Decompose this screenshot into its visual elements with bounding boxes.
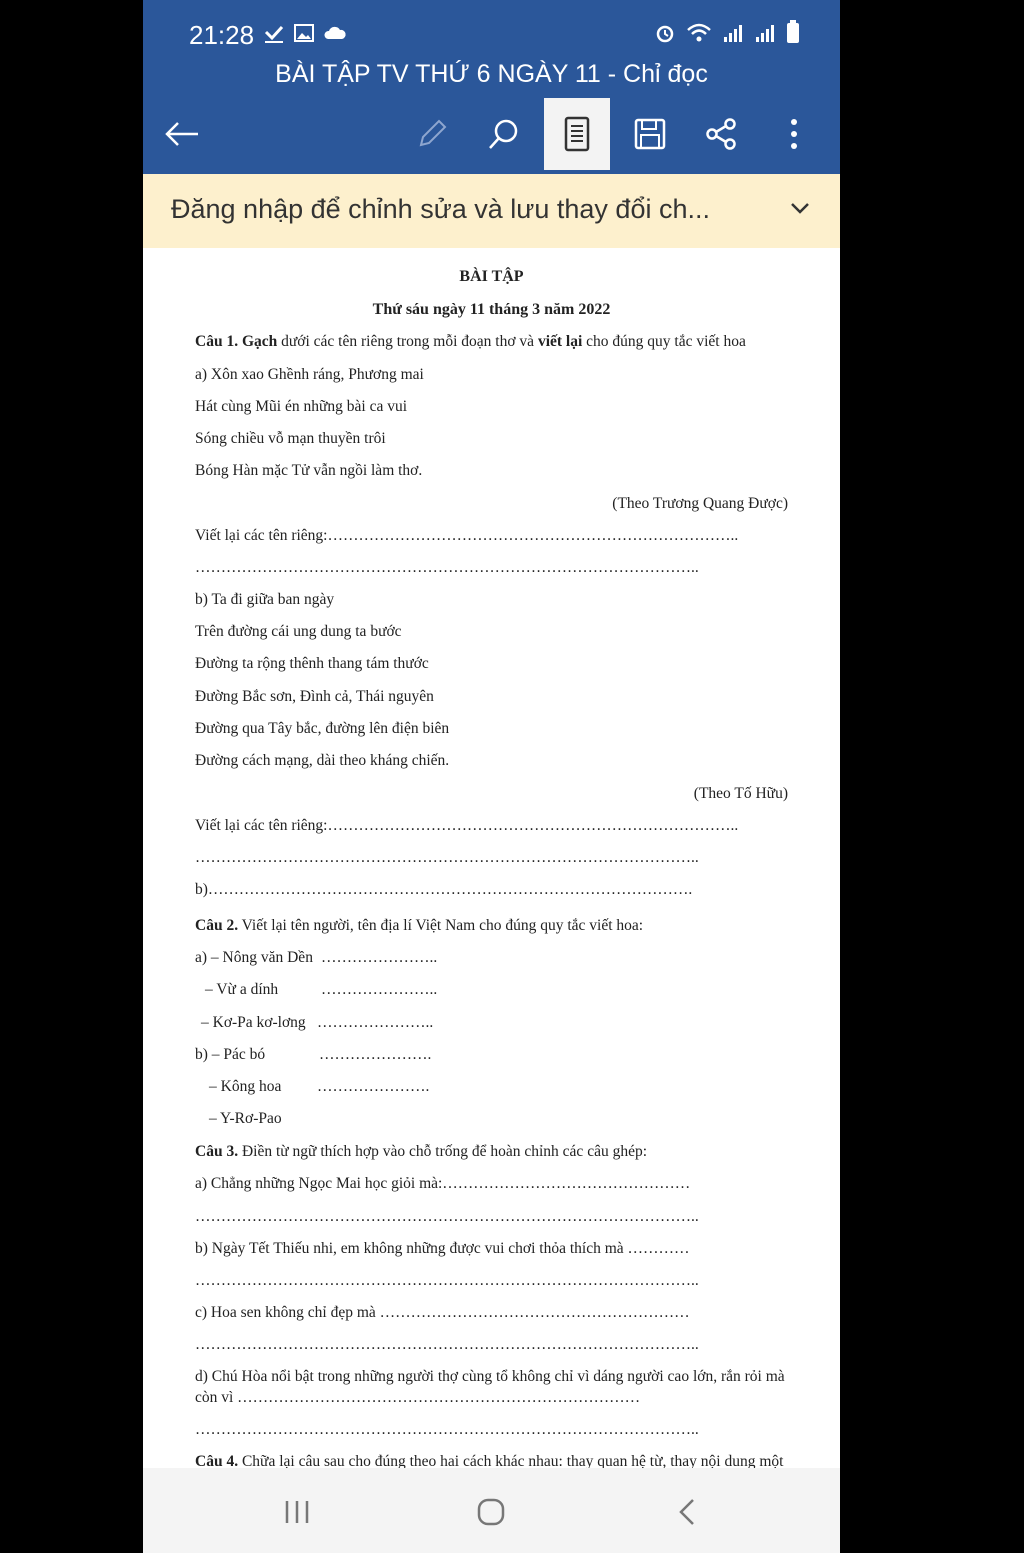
q2-item-name: – Y-Rơ-Pao xyxy=(209,1110,282,1127)
poem-line: b) Ta đi giữa ban ngày xyxy=(195,591,335,608)
share-icon xyxy=(704,117,738,151)
answer-dots: …………………………………………………………………………………….. xyxy=(195,559,699,576)
q1-keyword-2: viết lại xyxy=(537,333,583,350)
back-chevron-icon xyxy=(677,1497,697,1527)
save-button[interactable] xyxy=(617,98,683,170)
search-icon xyxy=(487,117,521,151)
answer-line: Viết lại các tên riêng:…………………………………………………………………….. xyxy=(195,527,739,544)
q2-item-name: a) – Nông văn Dền xyxy=(195,949,313,966)
q2-item-dots: ………………….. xyxy=(321,981,438,998)
reading-view-button[interactable] xyxy=(544,98,610,170)
poem-line: Trên đường cái ung dung ta bước xyxy=(195,623,402,640)
q1-label: Câu 1. xyxy=(195,333,239,350)
doc-heading: BÀI TẬP xyxy=(459,268,524,285)
document-view-icon xyxy=(563,116,591,152)
poem-source: (Theo Trương Quang Được) xyxy=(612,495,788,512)
back-button[interactable] xyxy=(149,98,215,170)
answer-line: b)…………………………………………………………………………………. xyxy=(195,881,693,898)
q4-text: Chữa lại câu sau cho đúng theo hai cách khác nhau: thay quan hệ từ, thay nội dung một xyxy=(238,1453,784,1468)
q3-text: Điền từ ngữ thích hợp vào chỗ trống để hoàn chỉnh các câu ghép: xyxy=(238,1143,648,1160)
q2-item xyxy=(195,1046,431,1064)
document-title: BÀI TẬP TV THỨ 6 NGÀY 11 - Chỉ đọc xyxy=(275,60,708,88)
battery-icon xyxy=(786,20,800,44)
signal-icon xyxy=(754,22,776,44)
q3-item: d) Chú Hòa nổi bật trong những người thợ cùng tổ không chỉ vì dáng người cao lớn, rắn rỏi mà xyxy=(195,1368,785,1385)
answer-dots: …………………………………………………………………………………….. xyxy=(195,849,699,866)
system-nav-bar xyxy=(143,1468,840,1553)
back-nav-button[interactable] xyxy=(657,1490,717,1534)
home-button[interactable] xyxy=(461,1490,521,1534)
q3-label: Câu 3. xyxy=(195,1143,239,1160)
cloud-icon xyxy=(323,22,347,44)
q2-item-name: – Kông hoa xyxy=(209,1078,282,1095)
poem-line: a) Xôn xao Ghềnh ráng, Phương mai xyxy=(195,366,424,383)
poem-source: (Theo Tố Hữu) xyxy=(693,785,788,802)
wifi-icon xyxy=(686,22,712,44)
status-bar xyxy=(143,0,840,64)
alarm-icon xyxy=(654,22,676,44)
poem-line: Đường qua Tây bắc, đường lên điện biên xyxy=(195,720,450,737)
q2-item xyxy=(209,1078,429,1096)
save-icon xyxy=(633,117,667,151)
poem-line: Đường Bắc sơn, Đình cả, Thái nguyên xyxy=(195,688,434,705)
q2-item-name: – Kơ-Pa kơ-lơng xyxy=(201,1014,306,1031)
question-4 xyxy=(195,1453,783,1468)
q2-item xyxy=(209,1110,282,1128)
app-bar xyxy=(143,0,840,174)
q4-label: Câu 4. xyxy=(195,1453,239,1468)
recent-apps-icon xyxy=(283,1498,311,1526)
q2-item-dots: ………………….. xyxy=(321,949,438,966)
doc-date: Thứ sáu ngày 11 tháng 3 năm 2022 xyxy=(372,301,611,318)
banner-text: Đăng nhập để chỉnh sửa và lưu thay đổi ch... xyxy=(171,194,710,224)
search-button[interactable] xyxy=(471,98,537,170)
answer-dots: …………………………………………………………………………………….. xyxy=(195,1336,699,1353)
q2-item-name: b) – Pác bó xyxy=(195,1046,266,1063)
q2-item xyxy=(201,1014,433,1032)
q3-item: còn vì …………………………………………………………………… xyxy=(195,1389,641,1406)
edit-button[interactable] xyxy=(399,98,465,170)
status-time: 21:28 xyxy=(189,20,255,50)
q3-item: b) Ngày Tết Thiếu nhi, em không những được vui chơi thỏa thích mà ………… xyxy=(195,1240,690,1257)
q1-text-1: dưới các tên riêng trong mỗi đoạn thơ và xyxy=(277,333,538,350)
chevron-down-icon xyxy=(788,196,812,220)
q2-text: Viết lại tên người, tên địa lí Việt Nam cho đúng quy tắc viết hoa: xyxy=(238,917,644,934)
recent-apps-button[interactable] xyxy=(267,1490,327,1534)
poem-line: Sóng chiều vỗ mạn thuyền trôi xyxy=(195,430,386,447)
expand-banner-button[interactable] xyxy=(788,196,812,225)
home-icon xyxy=(476,1497,506,1527)
q2-label: Câu 2. xyxy=(195,917,239,934)
q2-item xyxy=(195,949,437,967)
status-right-icons xyxy=(654,20,800,44)
poem-line: Đường ta rộng thênh thang tám thước xyxy=(195,655,429,672)
q2-item xyxy=(205,981,437,999)
document-content[interactable] xyxy=(143,250,840,1468)
question-2 xyxy=(195,917,643,935)
check-icon xyxy=(263,22,285,44)
q2-item-dots: ………………….. xyxy=(317,1014,434,1031)
q2-item-dots: …………………. xyxy=(319,1046,432,1063)
q2-item-dots: …………………. xyxy=(317,1078,430,1095)
status-left-icons xyxy=(263,22,347,44)
question-3 xyxy=(195,1143,647,1161)
q2-item-name: – Vừ a dính xyxy=(205,981,279,998)
answer-line: Viết lại các tên riêng:…………………………………………………………………….. xyxy=(195,817,739,834)
toolbar xyxy=(143,98,840,172)
share-button[interactable] xyxy=(688,98,754,170)
q1-text-2: cho đúng quy tắc viết hoa xyxy=(582,333,746,350)
answer-dots: …………………………………………………………………………………….. xyxy=(195,1208,699,1225)
image-icon xyxy=(293,22,315,44)
poem-line: Đường cách mạng, dài theo kháng chiến. xyxy=(195,752,450,769)
answer-dots: …………………………………………………………………………………….. xyxy=(195,1421,699,1438)
more-options-button[interactable] xyxy=(761,98,827,170)
q1-keyword-1: Gạch xyxy=(241,333,278,350)
poem-line: Hát cùng Mũi én những bài ca vui xyxy=(195,398,408,415)
q3-item: c) Hoa sen không chỉ đẹp mà …………………………………………………… xyxy=(195,1304,690,1321)
signal-icon xyxy=(722,22,744,44)
back-arrow-icon xyxy=(164,120,200,148)
answer-dots: …………………………………………………………………………………….. xyxy=(195,1272,699,1289)
more-vertical-icon xyxy=(789,118,799,150)
pencil-icon xyxy=(415,117,449,151)
sign-in-banner[interactable] xyxy=(143,174,840,248)
phone-screen xyxy=(143,0,840,1553)
q3-item: a) Chẳng những Ngọc Mai học giỏi mà:………………………………………… xyxy=(195,1175,691,1192)
question-1 xyxy=(195,333,746,351)
poem-line: Bóng Hàn mặc Tử vẫn ngồi làm thơ. xyxy=(195,462,423,479)
